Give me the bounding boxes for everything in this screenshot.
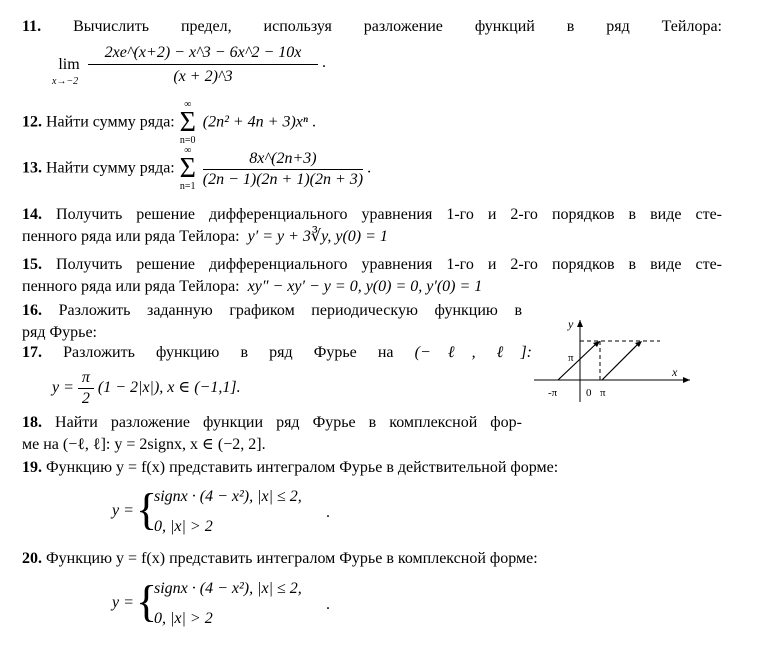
problem-11 (22, 16, 722, 38)
piecewise-function-19 (112, 482, 352, 542)
problem-text: Функцию y = f(x) представить интегралом Фурье в комплексной форме: (46, 550, 538, 567)
pi-y-label: π (568, 352, 574, 364)
problem-text: Функцию y = f(x) представить интегралом Фурье в действительной форме: (46, 459, 559, 476)
series-period: . (311, 113, 316, 131)
problem-text-line1: Получить решение дифференциального уравнения 1-го и 2-го порядков в виде сте- (56, 256, 722, 273)
piecewise-period: . (326, 596, 330, 613)
pi-half-fraction (78, 368, 94, 409)
problem-number: 12. (22, 113, 42, 131)
piecewise-function-20 (112, 574, 352, 634)
y-axis-arrow-icon (577, 320, 583, 327)
sigma-symbol: ∞ Σ n=1 (179, 145, 196, 192)
function-segment-1 (558, 342, 598, 380)
piecewise-lhs: y = (112, 502, 134, 519)
sigma-symbol: ∞ Σ n=0 (179, 99, 196, 146)
sum-lower: n=0 (179, 135, 196, 146)
problem-text: Найти сумму ряда: (46, 113, 175, 131)
problem-number: 11. (22, 18, 42, 35)
problem-number: 17. (22, 344, 42, 361)
x-axis-arrow-icon (683, 377, 690, 383)
problem-14 (22, 204, 722, 248)
left-brace-icon: { (136, 577, 158, 626)
problem-12 (22, 100, 316, 146)
sum-upper: ∞ (184, 145, 192, 156)
problem-number: 18. (22, 414, 42, 431)
problem-number: 13. (22, 159, 42, 177)
problem-text: Вычислить предел, используя разложение функций в ряд Тейлора: (73, 18, 723, 35)
piecewise-lhs: y = (112, 594, 134, 611)
piecewise-case-1: signx · (4 − x²), |x| ≤ 2, (154, 580, 302, 597)
series-fraction (203, 149, 363, 190)
problem-17 (22, 342, 532, 364)
problem-text-line1: Получить решение дифференциального уравнения 1-го и 2-го порядков в виде сте- (56, 206, 722, 223)
lim-subscript: x→−2 (52, 76, 79, 87)
sum-lower: n=1 (179, 181, 196, 192)
limit-denominator: (x + 2)^3 (173, 68, 233, 85)
series-denominator: (2n − 1)(2n + 1)(2n + 3) (202, 170, 364, 188)
fraction-denominator: 2 (81, 390, 90, 407)
problem-text-line1: Найти разложение функции ряд Фурье в комплексной фор- (55, 414, 523, 431)
problem-number: 14. (22, 206, 42, 223)
limit-numerator: 2xe^(x+2) − x^3 − 6x^2 − 10x (88, 42, 318, 65)
series-expression: (2n² + 4n + 3)xⁿ (202, 113, 308, 131)
problem-number: 16. (22, 302, 42, 319)
problem-16 (22, 300, 522, 344)
sum-upper: ∞ (184, 99, 192, 110)
differential-equation: xy″ − xy′ − y = 0, y(0) = 0, y′(0) = 1 (247, 278, 483, 295)
piecewise-case-2: 0, |x| > 2 (154, 518, 213, 535)
neg-pi-label: -π (548, 387, 558, 399)
y-axis-label: y (568, 317, 574, 331)
left-brace-icon: { (136, 485, 158, 534)
limit-period: . (322, 54, 326, 71)
x-axis-label: x (672, 365, 678, 379)
pi-x-label: π (600, 387, 606, 399)
problem-19 (22, 457, 558, 479)
problem-number: 15. (22, 256, 42, 273)
equation-rhs: (1 − 2|x|), x ∈ (−1,1]. (97, 379, 241, 397)
piecewise-period: . (326, 504, 330, 521)
zero-label: 0 (586, 387, 592, 399)
piecewise-case-1: signx · (4 − x²), |x| ≤ 2, (154, 488, 302, 505)
series-period: . (367, 159, 372, 177)
periodic-function-graph (530, 314, 695, 406)
problem-text-line2: пенного ряда или ряда Тейлора: (22, 228, 240, 245)
interval: (−ℓ, ℓ]: (414, 344, 532, 361)
problem-15 (22, 254, 722, 298)
equation-lhs: y = (52, 379, 74, 397)
problem-text-line2: ме на (−ℓ, ℓ]: y = 2signx, x ∈ (−2, 2]. (22, 436, 266, 453)
piecewise-case-2: 0, |x| > 2 (154, 610, 213, 627)
function-segment-2 (602, 342, 640, 380)
problem-number: 20. (22, 550, 42, 567)
series-numerator: 8x^(2n+3) (203, 149, 363, 170)
problem-text-line1: Разложить заданную графиком периодическую функцию в (58, 302, 523, 319)
fraction-numerator: π (78, 368, 94, 389)
lim-word: lim (58, 56, 80, 73)
fourier-function (52, 368, 241, 409)
differential-equation: y′ = y + 3∛y, y(0) = 1 (247, 228, 388, 245)
problem-18 (22, 412, 522, 456)
problem-number: 19. (22, 459, 42, 476)
problem-text: Разложить функцию в ряд Фурье на (63, 344, 394, 361)
problem-20 (22, 548, 538, 570)
problem-text-line2: ряд Фурье: (22, 324, 97, 341)
problem-text-line2: пенного ряда или ряда Тейлора: (22, 278, 240, 295)
problem-text: Найти сумму ряда: (46, 159, 175, 177)
problem-13 (22, 146, 371, 192)
